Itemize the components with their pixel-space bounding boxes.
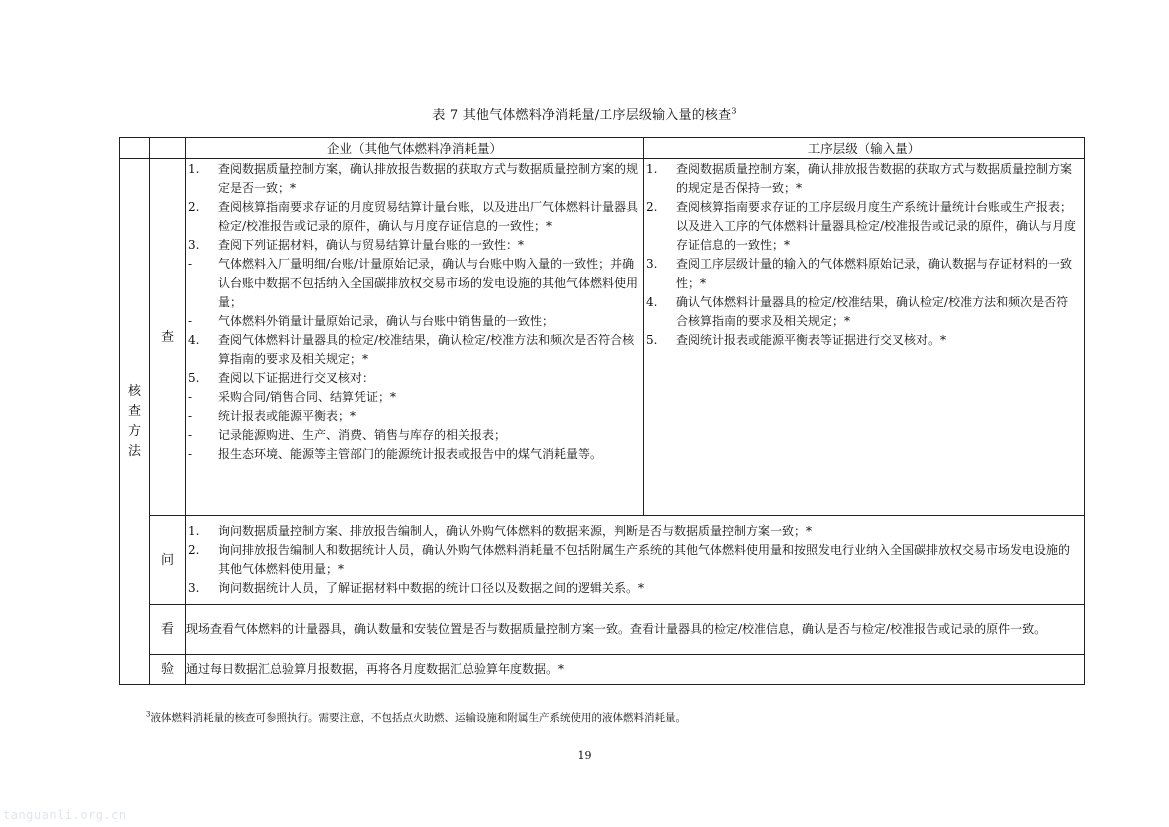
list-item [188,331,639,369]
list-item-marker: 4. [188,333,200,347]
list-item-text: 询问数据统计人员，了解证据材料中数据的统计口径以及数据之间的逻辑关系。* [218,580,645,595]
list-item-marker: 1. [646,162,658,176]
list-item-marker: 4. [646,295,658,309]
list-item-text: 查阅气体燃料计量器具的检定/校准结果，确认检定/校准方法和频次是否符合核算指南的要求及相关规定；* [218,333,635,366]
list-item [188,312,639,331]
list-item-text: 查阅统计报表或能源平衡表等证据进行交叉核对。* [676,333,947,347]
side-label-char: 核 [127,383,141,399]
list-item-text: 查阅数据质量控制方案，确认排放报告数据的获取方式与数据质量控制方案的规定是否保持一致；* [676,162,1073,195]
header-blank-2 [150,138,186,159]
list-item-marker: 3. [188,580,200,595]
ask-list [186,521,1084,600]
list-item [188,388,639,407]
list-item-text: 询问数据质量控制方案、排放报告编制人，确认外购气体燃料的数据来源，判断是否与数据质量控制方案一致；* [218,523,813,538]
label-verify: 验 [150,655,186,685]
list-item-marker: - [188,314,193,328]
footnote-marker: 3 [146,710,151,719]
list-item-marker: 3. [646,257,658,271]
list-item-marker: 3. [188,238,200,252]
list-item-marker: 2. [188,200,200,214]
list-item [646,293,1080,331]
look-text: 现场查看气体燃料的计量器具，确认数量和安装位置是否与数据质量控制方案一致。查看计量器具的检定/校准信息，确认是否与检定/校准报告或记录的原件一致。 [186,605,1085,655]
list-item [188,160,639,198]
label-look: 看 [150,605,186,655]
side-label-char: 法 [127,443,141,459]
row-ask [120,516,1085,605]
table-caption [0,104,1169,123]
list-item [188,198,639,236]
list-item-marker: - [188,257,193,271]
check-process-cell [644,159,1085,516]
list-item [188,236,639,255]
check-process-list [644,159,1084,352]
page-number: 19 [577,749,592,762]
list-item [646,198,1080,255]
list-item-text: 气体燃料入厂量明细/台账/计量原始记录，确认与台账中购入量的一致性；并确认台账中数据不包括纳入全国碳排放权交易市场的发电设施的其他气体燃料使用量； [218,257,639,309]
list-item [188,579,1080,598]
side-label-method [120,159,150,685]
list-item [188,522,1080,541]
list-item-marker: 1. [188,523,200,538]
list-item-marker: 2. [646,200,658,214]
list-item-text: 查阅核算指南要求存证的月度贸易结算计量台账，以及进出厂气体燃料计量器具检定/校准报告或记录的原件，确认与月度存证信息的一致性；* [218,200,639,233]
list-item-marker: - [188,447,193,461]
caption-footnote-ref: 3 [731,106,737,116]
list-item [188,426,639,445]
list-item [188,407,639,426]
list-item-marker: 5. [188,371,200,385]
header-blank-1 [120,138,150,159]
row-check [120,159,1085,516]
label-check: 查 [150,159,186,516]
list-item-text: 询问排放报告编制人和数据统计人员，确认外购气体燃料消耗量不包括附属生产系统的其他气体燃料使用量和按照发电行业纳入全国碳排放权交易市场发电设施的其他气体燃料使用量；* [218,542,1071,576]
list-item-text: 报生态环境、能源等主管部门的能源统计报表或报告中的煤气消耗量等。 [218,447,603,461]
footnote [146,710,686,725]
list-item [646,331,1080,350]
list-item-marker: 2. [188,542,200,557]
list-item-marker: 5. [646,333,658,347]
list-item [646,255,1080,293]
list-item-text: 气体燃料外销量计量原始记录，确认与台账中销售量的一致性； [218,314,555,328]
list-item-marker: - [188,428,193,442]
ask-cell [186,516,1085,605]
list-item [188,541,1080,579]
footnote-text: 液体燃料消耗量的核查可参照执行。需要注意，不包括点火助燃、运输设施和附属生产系统使用的液体燃料消耗量。 [150,712,686,724]
table-header-row [120,138,1085,159]
list-item-text: 确认气体燃料计量器具的检定/校准结果，确认检定/校准方法和频次是否符合核算指南的要求及相关规定；* [676,295,1069,328]
list-item [646,160,1080,198]
side-label-char: 方 [127,423,141,439]
check-enterprise-list [186,159,643,466]
list-item-text: 统计报表或能源平衡表；* [218,409,357,423]
list-item [188,369,639,388]
verification-table [119,137,1085,685]
list-item-text: 记录能源购进、生产、消费、销售与库存的相关报表； [218,428,507,442]
row-look [120,605,1085,655]
list-item-text: 采购合同/销售合同、结算凭证；* [218,390,397,404]
list-item-text: 查阅以下证据进行交叉核对： [218,371,375,385]
label-ask: 问 [150,516,186,605]
list-item [188,445,639,464]
list-item-marker: - [188,409,193,423]
list-item-text: 查阅下列证据材料，确认与贸易结算计量台账的一致性：* [218,238,525,252]
verify-text: 通过每日数据汇总验算月报数据，再将各月度数据汇总验算年度数据。* [186,655,1085,685]
check-enterprise-cell [186,159,644,516]
caption-text: 表 7 其他气体燃料净消耗量/工序层级输入量的核查 [432,108,732,123]
watermark-text: tanguanli.org.cn [3,808,127,822]
list-item-marker: - [188,390,193,404]
list-item-text: 查阅工序层级计量的输入的气体燃料原始记录，确认数据与存证材料的一致性；* [676,257,1073,290]
side-label-char: 查 [127,403,141,419]
header-process: 工序层级（输入量） [644,138,1085,159]
list-item-text: 查阅核算指南要求存证的工序层级月度生产系统计量统计台账或生产报表；以及进入工序的气体燃料计量器具检定/校准报告或记录的原件，确认与月度存证信息的一致性；* [676,200,1077,252]
list-item-marker: 1. [188,162,200,176]
header-enterprise: 企业（其他气体燃料净消耗量） [186,138,644,159]
row-verify [120,655,1085,685]
list-item-text: 查阅数据质量控制方案，确认排放报告数据的获取方式与数据质量控制方案的规定是否一致；* [218,162,639,195]
side-label-text [128,384,141,459]
list-item [188,255,639,312]
